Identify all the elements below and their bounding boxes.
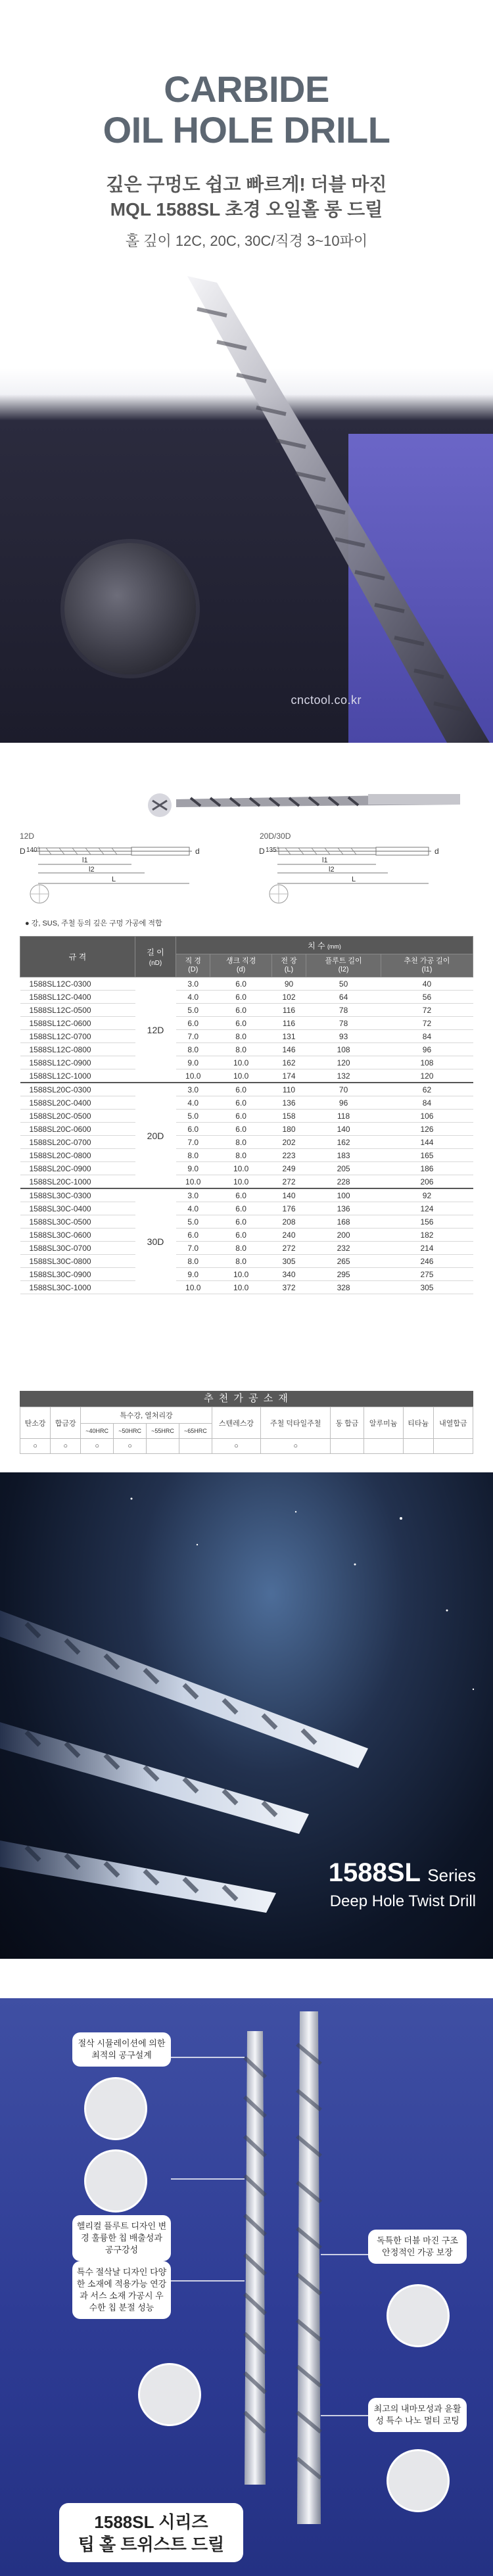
spec-value-cell: 6.0: [210, 1188, 271, 1202]
spec-value-cell: 6.0: [210, 1123, 271, 1136]
spec-value-cell: 328: [306, 1281, 381, 1294]
hero-title-line1: CARBIDE: [164, 68, 329, 110]
spec-value-cell: 10.0: [210, 1069, 271, 1083]
spec-row: [20, 1004, 473, 1017]
diagram-12d-label: 12D: [20, 831, 35, 841]
spec-value-cell: 10.0: [210, 1162, 271, 1175]
spec-value-cell: 340: [271, 1268, 306, 1281]
diagram-12d: [30, 847, 192, 903]
spec-header-dim-label: 치 수: [308, 941, 325, 950]
spec-value-cell: 96: [381, 1043, 473, 1056]
spec-code-cell: 1588SL30C-1000: [20, 1281, 135, 1294]
spec-value-cell: 249: [271, 1162, 306, 1175]
spec-table-wrap: [20, 936, 473, 1294]
spec-value-cell: 6.0: [210, 1202, 271, 1215]
spec-value-cell: 102: [271, 991, 306, 1004]
hero-subtitle-line1: 깊은 구멍도 쉽고 빠르게! 더블 마진: [106, 174, 387, 195]
spec-value-cell: 205: [306, 1162, 381, 1175]
spec-code-cell: 1588SL20C-0800: [20, 1149, 135, 1162]
spec-value-cell: 305: [381, 1281, 473, 1294]
spec-row: [20, 1043, 473, 1056]
rec-col-8: 동 합금: [331, 1407, 364, 1439]
spec-value-cell: 140: [306, 1123, 381, 1136]
spec-header-dim-unit: (mm): [327, 943, 341, 950]
spec-code-cell: 1588SL20C-0900: [20, 1162, 135, 1175]
spec-code-cell: 1588SL20C-0400: [20, 1096, 135, 1110]
spec-value-cell: 136: [306, 1202, 381, 1215]
spec-row: [20, 1202, 473, 1215]
spec-value-cell: 92: [381, 1188, 473, 1202]
spec-value-cell: 3.0: [176, 1188, 210, 1202]
spec-value-cell: 4.0: [176, 991, 210, 1004]
spec-value-cell: 106: [381, 1110, 473, 1123]
spec-value-cell: 165: [381, 1149, 473, 1162]
spec-value-cell: 70: [306, 1083, 381, 1096]
spec-value-cell: 10.0: [176, 1175, 210, 1189]
spec-row: [20, 1083, 473, 1096]
spec-subheader-2-symbol: (L): [284, 966, 294, 973]
rec-col-11: 내열합금: [433, 1407, 473, 1439]
feature-callout-coating: 최고의 내마모성과 윤활성 특수 나노 멀티 코팅: [368, 2398, 467, 2432]
hero-section: [0, 0, 493, 743]
spec-value-cell: 168: [306, 1215, 381, 1229]
series-bottom-label: [59, 2503, 243, 2562]
spec-value-cell: 8.0: [210, 1043, 271, 1056]
spec-value-cell: 156: [381, 1215, 473, 1229]
spec-value-cell: 116: [271, 1017, 306, 1030]
spec-depth-cell: 20D: [135, 1083, 176, 1188]
spec-code-cell: 1588SL30C-0700: [20, 1242, 135, 1255]
feature-thumb-edge-image: [138, 2363, 201, 2426]
spec-value-cell: 7.0: [176, 1242, 210, 1255]
drill-tip-closeup-image: [64, 543, 196, 674]
spec-row: [20, 1149, 473, 1162]
spec-header-dimensions: [176, 937, 473, 954]
spec-value-cell: 72: [381, 1004, 473, 1017]
application-note: ● 강, SUS, 주철 등의 깊은 구멍 가공에 적합: [25, 920, 162, 927]
spec-row: [20, 1229, 473, 1242]
spec-value-cell: 9.0: [176, 1056, 210, 1069]
spec-value-cell: 8.0: [210, 1255, 271, 1268]
spec-code-cell: 1588SL12C-0800: [20, 1043, 135, 1056]
spec-value-cell: 228: [306, 1175, 381, 1189]
rec-mark-0: ○: [20, 1439, 51, 1454]
recommended-materials-title: 추 천 가 공 소 재: [20, 1391, 473, 1407]
hero-subtitle: [0, 172, 493, 222]
spec-value-cell: 120: [381, 1069, 473, 1083]
spec-value-cell: 176: [271, 1202, 306, 1215]
spec-value-cell: 6.0: [210, 1083, 271, 1096]
series-bottom-line1: 1588SL 시리즈: [94, 2512, 208, 2532]
spec-code-cell: 1588SL12C-0400: [20, 991, 135, 1004]
spec-value-cell: 10.0: [210, 1268, 271, 1281]
spec-code-cell: 1588SL20C-0600: [20, 1123, 135, 1136]
spec-subheader-0: [176, 954, 210, 977]
spec-value-cell: 223: [271, 1149, 306, 1162]
rec-col-2: ~40HRC: [81, 1424, 114, 1439]
spec-table-body: [20, 977, 473, 1294]
rec-col-1: 합금강: [51, 1407, 81, 1439]
spec-value-cell: 136: [271, 1096, 306, 1110]
spec-code-cell: 1588SL12C-0600: [20, 1017, 135, 1030]
spec-value-cell: 202: [271, 1136, 306, 1149]
spec-value-cell: 10.0: [176, 1069, 210, 1083]
website-link[interactable]: cnctool.co.kr: [291, 693, 362, 707]
hero-title-line2: OIL HOLE DRILL: [103, 109, 390, 151]
spec-value-cell: 8.0: [210, 1149, 271, 1162]
spec-code-cell: 1588SL12C-0900: [20, 1056, 135, 1069]
spec-value-cell: 9.0: [176, 1268, 210, 1281]
spec-subheader-1-symbol: (d): [236, 966, 246, 973]
rec-col-0: 탄소강: [20, 1407, 51, 1439]
spec-header-depth-label: 길 이: [147, 948, 164, 957]
drill-diagrams: [0, 743, 493, 914]
spec-subheader-0-symbol: (D): [188, 966, 199, 973]
spec-value-cell: 96: [306, 1096, 381, 1110]
rec-mark-10: [403, 1439, 433, 1454]
spec-code-cell: 1588SL30C-0800: [20, 1255, 135, 1268]
spec-header-depth-unit: (nD): [149, 960, 162, 967]
rec-col-6: 스텐레스강: [212, 1407, 260, 1439]
spec-value-cell: 4.0: [176, 1096, 210, 1110]
feature-callout-edge: 특수 절삭날 디자인 다양한 소재에 적용가능 연강과 서스 소재 가공시 우수한 칩 분절 성능: [72, 2261, 171, 2319]
rec-col-4: ~55HRC: [147, 1424, 179, 1439]
spec-row: [20, 1017, 473, 1030]
spec-value-cell: 6.0: [210, 1110, 271, 1123]
spec-subheader-2: [271, 954, 306, 977]
rec-col-9: 알루미늄: [364, 1407, 403, 1439]
spec-row: [20, 977, 473, 991]
series-title: [329, 1858, 476, 1888]
spec-value-cell: 93: [306, 1030, 381, 1043]
spec-header-depth: [135, 937, 176, 977]
spec-value-cell: 78: [306, 1004, 381, 1017]
spec-value-cell: 246: [381, 1255, 473, 1268]
spec-subheader-4-label: 추천 가공 길이: [404, 957, 450, 965]
spec-table: [20, 936, 473, 1294]
spec-row: [20, 1136, 473, 1149]
diagram-20d-dim-L: L: [352, 876, 356, 883]
rec-mark-11: [433, 1439, 473, 1454]
spec-subheader-1-label: 섕크 직경: [225, 957, 256, 965]
spec-value-cell: 10.0: [176, 1281, 210, 1294]
spec-value-cell: 62: [381, 1083, 473, 1096]
spec-value-cell: 108: [306, 1043, 381, 1056]
spec-value-cell: 4.0: [176, 1202, 210, 1215]
spec-code-cell: 1588SL20C-0500: [20, 1110, 135, 1123]
spec-value-cell: 295: [306, 1268, 381, 1281]
spec-value-cell: 9.0: [176, 1162, 210, 1175]
spec-value-cell: 10.0: [210, 1175, 271, 1189]
spec-value-cell: 100: [306, 1188, 381, 1202]
rec-mark-7: ○: [261, 1439, 331, 1454]
spec-value-cell: 6.0: [210, 1229, 271, 1242]
spec-value-cell: 8.0: [210, 1136, 271, 1149]
spec-value-cell: 40: [381, 977, 473, 991]
diagram-12d-dim-d: d: [195, 847, 200, 856]
spec-value-cell: 6.0: [176, 1229, 210, 1242]
feature-thumb-simulation-image: [84, 2077, 147, 2140]
spec-value-cell: 232: [306, 1242, 381, 1255]
spec-value-cell: 10.0: [210, 1281, 271, 1294]
spec-code-cell: 1588SL20C-0700: [20, 1136, 135, 1149]
spec-row: [20, 1030, 473, 1043]
spec-value-cell: 275: [381, 1268, 473, 1281]
drill-diagram-art: [0, 743, 493, 914]
spec-code-cell: 1588SL30C-0500: [20, 1215, 135, 1229]
spec-value-cell: 8.0: [176, 1043, 210, 1056]
spec-value-cell: 8.0: [210, 1242, 271, 1255]
rec-col-3: ~50HRC: [114, 1424, 147, 1439]
spec-value-cell: 6.0: [210, 977, 271, 991]
spec-subheader-4-symbol: (l1): [421, 966, 433, 973]
spec-value-cell: 7.0: [176, 1136, 210, 1149]
spec-value-cell: 10.0: [210, 1056, 271, 1069]
hero-spec-line: 홀 깊이 12C, 20C, 30C/직경 3~10파이: [125, 233, 368, 249]
spec-value-cell: 272: [271, 1175, 306, 1189]
spec-subheader-3-label: 플루트 길이: [325, 957, 362, 965]
spec-value-cell: 305: [271, 1255, 306, 1268]
spec-value-cell: 6.0: [210, 1215, 271, 1229]
rec-col-10: 티타늄: [403, 1407, 433, 1439]
spec-row: [20, 1175, 473, 1189]
spec-value-cell: 110: [271, 1083, 306, 1096]
spec-subheader-4: [381, 954, 473, 977]
spec-value-cell: 8.0: [210, 1030, 271, 1043]
spec-subheader-0-label: 직 경: [185, 957, 201, 965]
hero-subtitle-line2: MQL 1588SL 초경 오일홀 롱 드릴: [110, 199, 383, 220]
spec-value-cell: 6.0: [210, 1096, 271, 1110]
rec-mark-6: ○: [212, 1439, 260, 1454]
spec-value-cell: 183: [306, 1149, 381, 1162]
spec-value-cell: 372: [271, 1281, 306, 1294]
spec-value-cell: 6.0: [176, 1017, 210, 1030]
series-title-main: 1588SL: [328, 1858, 421, 1887]
spec-code-cell: 1588SL20C-1000: [20, 1175, 135, 1189]
spec-value-cell: 180: [271, 1123, 306, 1136]
series-title-suffix: Series: [427, 1865, 476, 1885]
spec-code-cell: 1588SL30C-0300: [20, 1188, 135, 1202]
spec-value-cell: 162: [306, 1136, 381, 1149]
feature-callout-simulation: 절삭 시뮬레이션에 의한 최적의 공구설계: [72, 2032, 171, 2067]
spec-value-cell: 8.0: [176, 1255, 210, 1268]
rec-mark-2: ○: [81, 1439, 114, 1454]
drill-product-image: [176, 794, 460, 807]
spec-row: [20, 1281, 473, 1294]
spec-value-cell: 3.0: [176, 1083, 210, 1096]
diagram-20d-dim-l2: l2: [329, 866, 335, 874]
spec-subheader-3: [306, 954, 381, 977]
spec-value-cell: 108: [381, 1056, 473, 1069]
spec-row: [20, 1069, 473, 1083]
diagram-20d-angle: 135°: [266, 847, 279, 854]
spec-depth-cell: 12D: [135, 977, 176, 1083]
spec-code-cell: 1588SL12C-0300: [20, 977, 135, 991]
spec-code-cell: 1588SL12C-1000: [20, 1069, 135, 1083]
spec-row: [20, 1056, 473, 1069]
diagram-20d-dim-d: d: [434, 847, 439, 856]
spec-value-cell: 6.0: [210, 1017, 271, 1030]
diagram-20d-dim-D: D: [259, 847, 265, 856]
spec-row: [20, 1215, 473, 1229]
spec-value-cell: 140: [271, 1188, 306, 1202]
diagram-12d-dim-D: D: [20, 847, 26, 856]
spec-depth-cell: 30D: [135, 1188, 176, 1294]
spec-code-cell: 1588SL12C-0500: [20, 1004, 135, 1017]
diagram-20d-label: 20D/30D: [260, 831, 291, 841]
feature-callout-double-margin: 독특한 더블 마진 구조 안정적인 가공 보장: [368, 2230, 467, 2264]
spec-row: [20, 1255, 473, 1268]
spec-value-cell: 56: [381, 991, 473, 1004]
spec-code-cell: 1588SL30C-0400: [20, 1202, 135, 1215]
diagram-20d-dim-l1: l1: [322, 856, 328, 864]
spec-value-cell: 144: [381, 1136, 473, 1149]
spec-subheader-3-symbol: (l2): [338, 966, 349, 973]
feature-thumb-coating-image: [387, 2449, 450, 2512]
spec-subheader-2-label: 전 장: [281, 957, 297, 965]
spec-value-cell: 90: [271, 977, 306, 991]
spec-value-cell: 265: [306, 1255, 381, 1268]
diagram-20d-30d: [270, 847, 431, 903]
spec-value-cell: 126: [381, 1123, 473, 1136]
feature-thumb-margin-image: [387, 2284, 450, 2347]
spec-value-cell: 5.0: [176, 1110, 210, 1123]
diagram-12d-angle: 140°: [26, 847, 40, 854]
spec-value-cell: 3.0: [176, 977, 210, 991]
series-subtitle: Deep Hole Twist Drill: [329, 1892, 476, 1910]
spec-value-cell: 240: [271, 1229, 306, 1242]
spec-row: [20, 1162, 473, 1175]
spec-value-cell: 124: [381, 1202, 473, 1215]
spec-value-cell: 120: [306, 1056, 381, 1069]
spec-value-cell: 132: [306, 1069, 381, 1083]
drill-tip-small-image: [148, 793, 172, 817]
spec-value-cell: 7.0: [176, 1030, 210, 1043]
spec-value-cell: 186: [381, 1162, 473, 1175]
spec-value-cell: 174: [271, 1069, 306, 1083]
spec-value-cell: 5.0: [176, 1215, 210, 1229]
spec-row: [20, 1110, 473, 1123]
rec-header-row: [20, 1407, 473, 1424]
spec-row: [20, 1242, 473, 1255]
spec-row: [20, 1123, 473, 1136]
spec-value-cell: 5.0: [176, 1004, 210, 1017]
spec-value-cell: 84: [381, 1096, 473, 1110]
spec-value-cell: 200: [306, 1229, 381, 1242]
spec-code-cell: 1588SL30C-0900: [20, 1268, 135, 1281]
spec-value-cell: 158: [271, 1110, 306, 1123]
spec-value-cell: 272: [271, 1242, 306, 1255]
spec-code-cell: 1588SL20C-0300: [20, 1083, 135, 1096]
diagram-12d-dim-l2: l2: [89, 866, 95, 874]
spec-value-cell: 50: [306, 977, 381, 991]
spec-value-cell: 6.0: [210, 1004, 271, 1017]
rec-mark-row: [20, 1439, 473, 1454]
hero-title: [0, 69, 493, 151]
spec-value-cell: 118: [306, 1110, 381, 1123]
spec-value-cell: 64: [306, 991, 381, 1004]
spec-value-cell: 146: [271, 1043, 306, 1056]
diagram-12d-dim-L: L: [112, 876, 116, 883]
spec-code-cell: 1588SL12C-0700: [20, 1030, 135, 1043]
feature-callout-flute: 헬리컬 플루트 디자인 변경 훌륭한 칩 배출성과 공구강성: [72, 2215, 171, 2261]
spec-header-code: 규 격: [20, 937, 135, 977]
feature-thumb-flute-image: [84, 2149, 147, 2213]
spec-value-cell: 162: [271, 1056, 306, 1069]
series-bottom-line2: 팁 홀 트위스트 드릴: [78, 2535, 225, 2554]
spec-value-cell: 6.0: [176, 1123, 210, 1136]
rec-col-7: 주철 덕타일주철: [261, 1407, 331, 1439]
rec-mark-9: [364, 1439, 403, 1454]
spec-value-cell: 78: [306, 1017, 381, 1030]
rec-mark-4: [147, 1439, 179, 1454]
spec-row: [20, 1096, 473, 1110]
spec-value-cell: 72: [381, 1017, 473, 1030]
spec-value-cell: 131: [271, 1030, 306, 1043]
spec-value-cell: 206: [381, 1175, 473, 1189]
spec-row: [20, 1188, 473, 1202]
spec-code-cell: 1588SL30C-0600: [20, 1229, 135, 1242]
rec-mark-3: ○: [114, 1439, 147, 1454]
rec-mark-5: [179, 1439, 212, 1454]
spec-value-cell: 6.0: [210, 991, 271, 1004]
spec-row: [20, 1268, 473, 1281]
recommended-materials-table: [20, 1407, 473, 1454]
spec-value-cell: 8.0: [176, 1149, 210, 1162]
spec-subheader-1: [210, 954, 271, 977]
spec-value-cell: 214: [381, 1242, 473, 1255]
rec-col-5: ~65HRC: [179, 1424, 212, 1439]
spec-row: [20, 991, 473, 1004]
spec-value-cell: 116: [271, 1004, 306, 1017]
rec-col-heat-group: 특수강, 열처리강: [81, 1407, 212, 1424]
rec-mark-1: ○: [51, 1439, 81, 1454]
spec-value-cell: 84: [381, 1030, 473, 1043]
spec-value-cell: 182: [381, 1229, 473, 1242]
diagram-12d-dim-l1: l1: [82, 856, 88, 864]
rec-mark-8: [331, 1439, 364, 1454]
spec-value-cell: 208: [271, 1215, 306, 1229]
